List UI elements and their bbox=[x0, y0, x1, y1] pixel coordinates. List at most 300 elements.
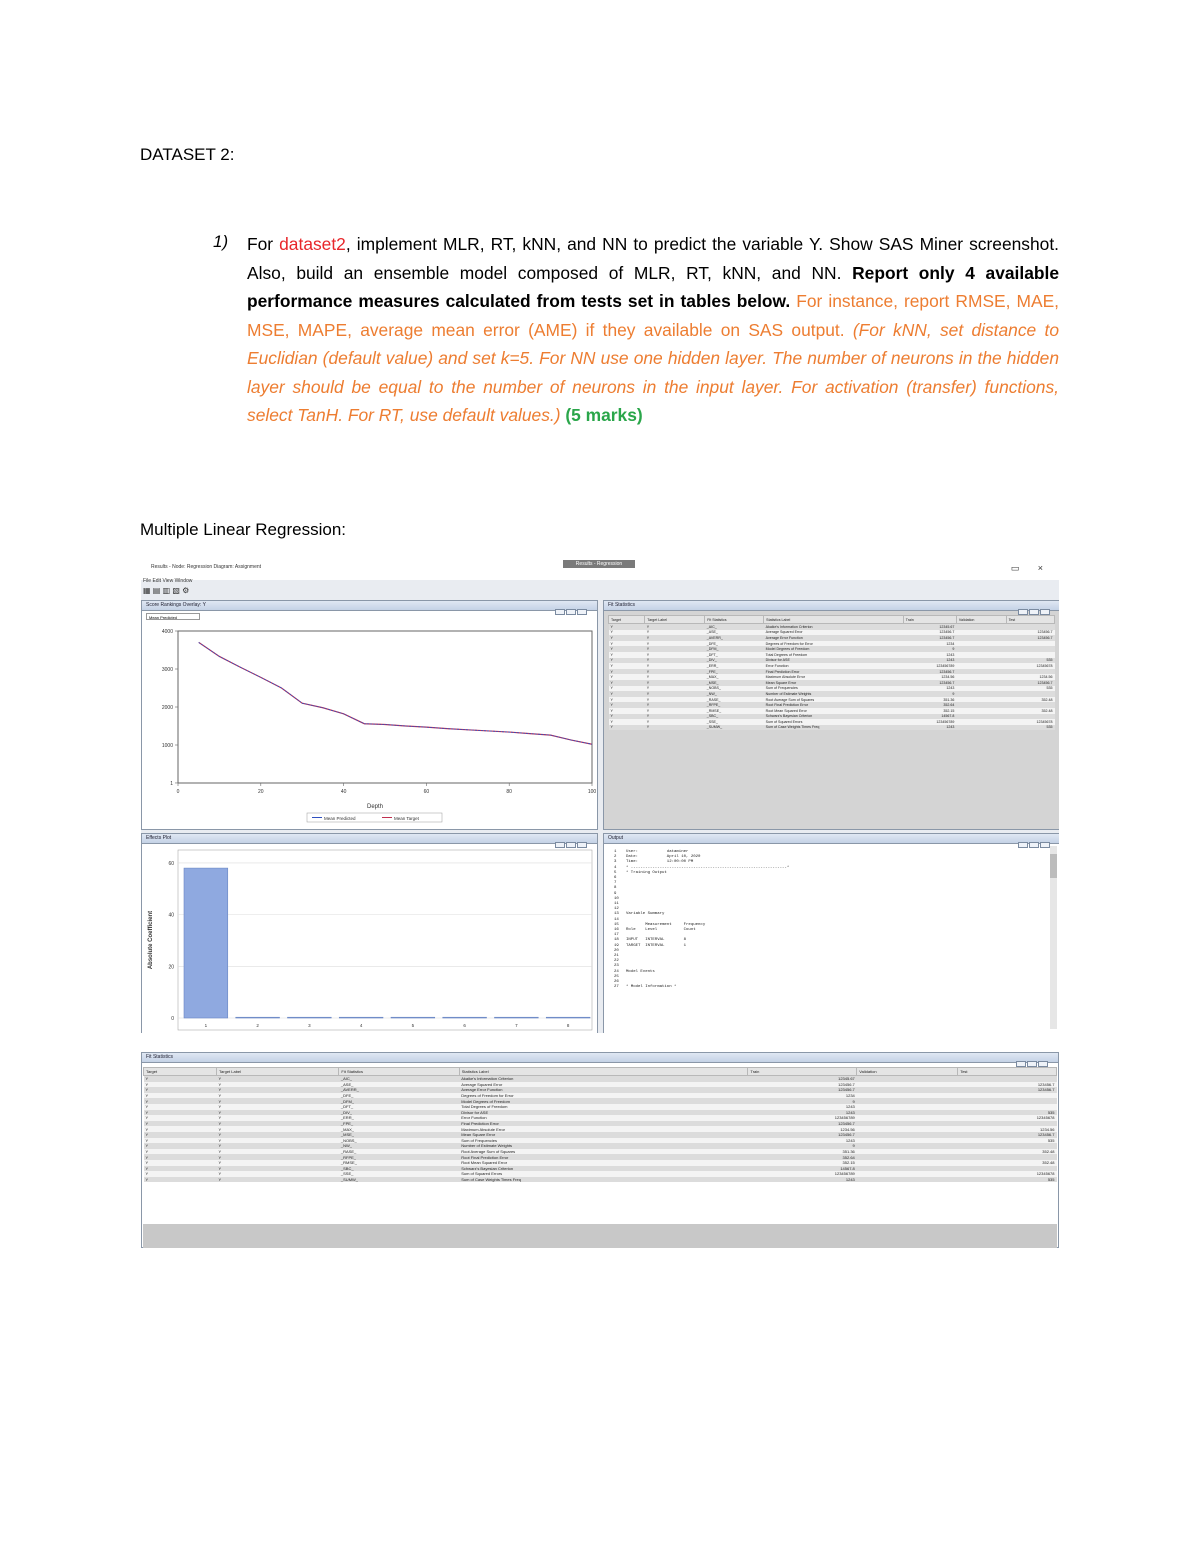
table-cell: 123456.7 bbox=[748, 1121, 857, 1127]
table-cell: Y bbox=[144, 1160, 217, 1166]
table-cell: 123456789 bbox=[903, 719, 956, 725]
x-tick-label: 60 bbox=[423, 789, 430, 795]
table-cell: 9 bbox=[748, 1098, 857, 1104]
table-cell: Schwarz's Bayesian Criterion bbox=[459, 1166, 748, 1172]
log-line: 26 bbox=[614, 980, 619, 985]
table-cell: Y bbox=[217, 1177, 339, 1183]
table-cell: Y bbox=[609, 680, 645, 686]
table-cell: 1234.56 bbox=[958, 1126, 1057, 1132]
table-cell: 352.48 bbox=[1006, 697, 1054, 703]
table-cell: Y bbox=[609, 641, 645, 647]
table-cell: 123456.7 bbox=[903, 669, 956, 675]
effects-plot-panel bbox=[141, 833, 598, 1033]
table-cell: _SBC_ bbox=[339, 1166, 459, 1172]
table-cell: 352.48 bbox=[958, 1160, 1057, 1166]
fit-window-title: Fit Statistics bbox=[146, 1054, 173, 1060]
log-line: 1 User: dataminer bbox=[614, 850, 689, 854]
log-line: 13 Variable Summary bbox=[614, 912, 665, 917]
table-cell: Y bbox=[609, 702, 645, 708]
table-cell: Y bbox=[645, 646, 705, 652]
table-cell: Y bbox=[144, 1115, 217, 1121]
table-cell: 9 bbox=[748, 1143, 857, 1149]
table-cell: Average Squared Error bbox=[459, 1082, 748, 1088]
x-tick-label: 80 bbox=[506, 789, 512, 795]
table-cell: 123456.7 bbox=[1006, 630, 1054, 636]
table-cell: Y bbox=[217, 1132, 339, 1138]
table-cell: Average Squared Error bbox=[764, 630, 904, 636]
table-cell: 352.64 bbox=[903, 702, 956, 708]
table-cell: Y bbox=[144, 1110, 217, 1116]
table-cell: _ERR_ bbox=[339, 1115, 459, 1121]
table-cell: Mean Square Error bbox=[764, 680, 904, 686]
effect-bar bbox=[546, 1017, 590, 1018]
effect-bar bbox=[391, 1017, 435, 1018]
legend-mean-predicted: Mean Predicted bbox=[324, 816, 356, 821]
table-cell: Maximum Absolute Error bbox=[764, 674, 904, 680]
table-cell: _RASE_ bbox=[339, 1149, 459, 1155]
table-cell: Average Error Function bbox=[459, 1087, 748, 1093]
table-cell: _RMSE_ bbox=[339, 1160, 459, 1166]
table-cell: Y bbox=[144, 1154, 217, 1160]
log-line: 23 bbox=[614, 964, 619, 969]
table-cell: Degrees of Freedom for Error bbox=[764, 641, 904, 647]
table-cell: 1243 bbox=[748, 1110, 857, 1116]
table-cell: _SBC_ bbox=[705, 714, 764, 720]
x-tick-label: 2 bbox=[256, 1023, 259, 1028]
table-cell: Y bbox=[645, 658, 705, 664]
table-cell: Y bbox=[217, 1093, 339, 1099]
x-tick-label: 5 bbox=[411, 1023, 415, 1028]
table-cell bbox=[857, 1177, 958, 1183]
table-cell: Total Degrees of Freedom bbox=[459, 1104, 748, 1110]
effects-panel-title: Effects Plot bbox=[146, 835, 172, 841]
table-cell: Y bbox=[217, 1171, 339, 1177]
effect-bar bbox=[184, 868, 228, 1018]
log-line: 21 bbox=[614, 954, 619, 959]
column-header[interactable]: Validation bbox=[956, 616, 1006, 624]
table-cell: Average Error Function bbox=[764, 635, 904, 641]
table-cell: Y bbox=[609, 663, 645, 669]
log-line: 10 bbox=[614, 896, 619, 901]
table-cell: Y bbox=[217, 1098, 339, 1104]
y-tick-label: 1000 bbox=[161, 743, 173, 749]
table-cell: Y bbox=[645, 702, 705, 708]
table-cell: Y bbox=[645, 663, 705, 669]
table-cell: 1243 bbox=[903, 725, 956, 731]
table-cell: 1234.56 bbox=[748, 1126, 857, 1132]
output-scrollbar[interactable] bbox=[1050, 846, 1057, 1029]
table-cell: 9 bbox=[903, 691, 956, 697]
effect-bar bbox=[495, 1017, 539, 1018]
log-line: 5 * Training Output bbox=[614, 870, 667, 875]
x-tick-label: 40 bbox=[340, 789, 347, 795]
table-cell: 351.36 bbox=[903, 697, 956, 703]
table-cell: 1243 bbox=[903, 658, 956, 664]
log-line: 3 Time: 12:00:00 PM bbox=[614, 860, 694, 865]
y-tick-label: 60 bbox=[168, 860, 174, 867]
table-cell: _DFM_ bbox=[339, 1098, 459, 1104]
table-cell: Y bbox=[144, 1149, 217, 1155]
column-header[interactable]: Fit Statistics bbox=[339, 1068, 459, 1076]
table-cell: Y bbox=[609, 658, 645, 664]
log-line: 7 bbox=[614, 881, 617, 886]
table-cell: _SSE_ bbox=[705, 719, 764, 725]
log-line: 14 bbox=[614, 917, 619, 922]
table-cell: Sum of Frequencies bbox=[764, 686, 904, 692]
score-rankings-panel bbox=[141, 600, 598, 830]
fit-statistics-panel bbox=[603, 600, 1059, 830]
table-cell: Number of Estimate Weights bbox=[764, 691, 904, 697]
table-cell: 123456.7 bbox=[958, 1087, 1057, 1093]
log-line: 2 Date: April 10, 2020 bbox=[614, 855, 701, 860]
table-cell: Y bbox=[609, 652, 645, 658]
table-cell: 1234.56 bbox=[903, 674, 956, 680]
table-cell: Akaike's Information Criterion bbox=[459, 1076, 748, 1082]
table-cell: Y bbox=[217, 1160, 339, 1166]
table-cell: 352.15 bbox=[748, 1160, 857, 1166]
fit-statistics-table-full bbox=[143, 1067, 1057, 1182]
table-cell: Y bbox=[144, 1104, 217, 1110]
table-cell: _DFT_ bbox=[705, 652, 764, 658]
table-cell: Y bbox=[645, 641, 705, 647]
table-cell: 123456.7 bbox=[748, 1087, 857, 1093]
table-cell: Model Degrees of Freedom bbox=[459, 1098, 748, 1104]
effects-plot-chart bbox=[142, 844, 597, 1033]
table-cell: Y bbox=[645, 691, 705, 697]
table-cell: Y bbox=[645, 708, 705, 714]
table-cell: Y bbox=[144, 1082, 217, 1088]
table-cell: Y bbox=[645, 630, 705, 636]
log-line: 16 Role Level Count bbox=[614, 928, 696, 933]
table-cell: _MAX_ bbox=[339, 1126, 459, 1132]
x-tick-label: 3 bbox=[308, 1023, 311, 1028]
question-number: 1) bbox=[213, 232, 229, 251]
table-cell: Y bbox=[645, 697, 705, 703]
table-cell: _RFPE_ bbox=[339, 1154, 459, 1160]
table-cell: Mean Square Error bbox=[459, 1132, 748, 1138]
x-tick-label: 0 bbox=[176, 789, 180, 795]
table-cell: Y bbox=[217, 1076, 339, 1082]
table-cell: _ASE_ bbox=[705, 630, 764, 636]
table-cell: 14567.8 bbox=[748, 1166, 857, 1172]
column-header[interactable]: Target Label bbox=[217, 1068, 339, 1076]
x-tick-label: 4 bbox=[359, 1023, 363, 1028]
column-header[interactable]: Target bbox=[144, 1068, 217, 1076]
table-cell: Y bbox=[609, 714, 645, 720]
score-dropdown[interactable]: Mean Predicted bbox=[146, 613, 200, 620]
table-cell: Y bbox=[144, 1076, 217, 1082]
table-cell: 12345678 bbox=[1006, 663, 1054, 669]
log-line: 22 bbox=[614, 959, 619, 964]
table-cell: Y bbox=[144, 1087, 217, 1093]
table-cell: Y bbox=[609, 725, 645, 731]
y-tick-label: 2000 bbox=[161, 705, 173, 711]
y-tick-label: 20 bbox=[168, 964, 174, 971]
table-cell: Y bbox=[144, 1121, 217, 1127]
table-cell: Y bbox=[645, 674, 705, 680]
y-tick-label: 0 bbox=[171, 1016, 174, 1022]
table-cell: Y bbox=[144, 1098, 217, 1104]
log-line: 17 bbox=[614, 933, 619, 938]
table-cell: _AVERR_ bbox=[705, 635, 764, 641]
table-cell: Y bbox=[144, 1143, 217, 1149]
table-cell: 12345678 bbox=[958, 1115, 1057, 1121]
table-cell: Y bbox=[645, 719, 705, 725]
table-cell bbox=[956, 725, 1006, 731]
table-cell: Y bbox=[217, 1082, 339, 1088]
table-cell: 12345678 bbox=[958, 1171, 1057, 1177]
table-cell: Akaike's Information Criterion bbox=[764, 624, 904, 630]
table-cell: 535 bbox=[1006, 658, 1054, 664]
output-panel-title: Output bbox=[608, 835, 624, 841]
section-title: Multiple Linear Regression: bbox=[140, 520, 346, 539]
table-cell: 123456.7 bbox=[958, 1132, 1057, 1138]
table-row[interactable] bbox=[609, 725, 1055, 731]
table-cell: 12345.67 bbox=[903, 624, 956, 630]
table-cell: Y bbox=[609, 697, 645, 703]
table-cell: _AVERR_ bbox=[339, 1087, 459, 1093]
column-header[interactable]: Statistics Label bbox=[764, 616, 904, 624]
column-header[interactable]: Test bbox=[958, 1068, 1057, 1076]
table-cell: Model Degrees of Freedom bbox=[764, 646, 904, 652]
table-cell: Number of Estimate Weights bbox=[459, 1143, 748, 1149]
table-cell: _MAX_ bbox=[705, 674, 764, 680]
table-cell: Error Function bbox=[764, 663, 904, 669]
table-cell: 123456.7 bbox=[958, 1082, 1057, 1088]
table-cell: Y bbox=[217, 1110, 339, 1116]
model-settings: (For kNN, set distance to Euclidian (default value) and set k=5. For NN use one hidden layer. The number of neurons in the hidden layer should be equal to the number of neurons in the input layer. For activation (transfer) functions, select TanH. For RT, use default values.) bbox=[247, 319, 1059, 425]
table-cell: 12345678 bbox=[1006, 719, 1054, 725]
x-tick-label: 1 bbox=[204, 1023, 208, 1028]
table-cell: Sum of Case Weights Times Freq bbox=[764, 725, 904, 731]
column-header[interactable]: Train bbox=[903, 616, 956, 624]
table-cell: 535 bbox=[958, 1177, 1057, 1183]
table-cell: _DFE_ bbox=[705, 641, 764, 647]
table-cell: Final Prediction Error bbox=[764, 669, 904, 675]
table-cell: Root Final Prediction Error bbox=[459, 1154, 748, 1160]
log-line: 20 bbox=[614, 948, 619, 953]
table-cell: Y bbox=[645, 669, 705, 675]
table-cell: 123456.7 bbox=[903, 630, 956, 636]
report-instruction: Report only 4 available performance measures calculated from tests set in tables below bbox=[247, 262, 1060, 311]
table-cell: 123456789 bbox=[748, 1171, 857, 1177]
table-cell: Y bbox=[144, 1126, 217, 1132]
table-cell: 535 bbox=[958, 1110, 1057, 1116]
table-cell: _NW_ bbox=[705, 691, 764, 697]
marks: (5 marks) bbox=[560, 405, 643, 425]
x-tick-label: 100 bbox=[587, 789, 597, 795]
center-title: Results - Regression bbox=[563, 560, 635, 568]
toolbar[interactable]: ▦ ▤ ▥ ▧ ⚙ bbox=[143, 586, 190, 595]
log-line: 19 TARGET INTERVAL 1 bbox=[614, 943, 687, 948]
table-cell: Y bbox=[144, 1177, 217, 1183]
table-cell: 1243 bbox=[748, 1104, 857, 1110]
panel-buttons[interactable] bbox=[554, 835, 594, 841]
table-cell: _ASE_ bbox=[339, 1082, 459, 1088]
table-cell: Maximum Absolute Error bbox=[459, 1126, 748, 1132]
column-header[interactable]: Fit Statistics bbox=[705, 616, 764, 624]
app-title: Results - Node: Regression Diagram: Assignment bbox=[151, 564, 262, 570]
column-header[interactable]: Target bbox=[609, 616, 645, 624]
table-cell: _MSE_ bbox=[705, 680, 764, 686]
table-cell: Y bbox=[217, 1126, 339, 1132]
table-cell: 14567.8 bbox=[903, 714, 956, 720]
table-cell: Y bbox=[609, 669, 645, 675]
table-cell: Y bbox=[645, 635, 705, 641]
column-header[interactable]: Target Label bbox=[645, 616, 705, 624]
table-cell: Sum of Squared Errors bbox=[459, 1171, 748, 1177]
fit-statistics-table bbox=[608, 615, 1055, 730]
question-intro: For bbox=[247, 234, 280, 254]
table-cell: 1234 bbox=[903, 641, 956, 647]
table-cell: 352.48 bbox=[1006, 708, 1054, 714]
table-cell: _DFM_ bbox=[705, 646, 764, 652]
sas-results-screenshot bbox=[141, 558, 1059, 1033]
table-cell: Y bbox=[609, 708, 645, 714]
panel-buttons[interactable] bbox=[1017, 835, 1057, 841]
window-controls[interactable]: ▭ × bbox=[1010, 563, 1051, 573]
log-line: 27 * Model Information * bbox=[614, 985, 677, 990]
column-header[interactable]: Train bbox=[748, 1068, 857, 1076]
table-cell: _RFPE_ bbox=[705, 702, 764, 708]
panel-buttons[interactable] bbox=[1017, 602, 1057, 608]
table-cell: 123456.7 bbox=[903, 680, 956, 686]
table-cell: Y bbox=[645, 652, 705, 658]
log-line: 4 * -----------------------------------------------------------------* bbox=[614, 865, 790, 870]
table-cell: Y bbox=[609, 646, 645, 652]
score-panel-title: Score Rankings Overlay: Y bbox=[146, 602, 206, 608]
table-cell: Y bbox=[217, 1115, 339, 1121]
table-cell: Y bbox=[144, 1093, 217, 1099]
table-cell: Root Final Prediction Error bbox=[764, 702, 904, 708]
table-cell: 351.36 bbox=[748, 1149, 857, 1155]
fit-statistics-screenshot bbox=[141, 1048, 1059, 1248]
panel-buttons[interactable] bbox=[1015, 1054, 1055, 1060]
question-text bbox=[247, 230, 1059, 430]
table-cell: _SUMW_ bbox=[339, 1177, 459, 1183]
table-cell: Y bbox=[217, 1104, 339, 1110]
table-cell: Root Average Sum of Squares bbox=[459, 1149, 748, 1155]
table-cell: _FPE_ bbox=[339, 1121, 459, 1127]
column-header[interactable]: Validation bbox=[857, 1068, 958, 1076]
table-cell: Y bbox=[645, 686, 705, 692]
column-header[interactable]: Test bbox=[1006, 616, 1054, 624]
table-cell: Y bbox=[609, 719, 645, 725]
table-cell: _FPE_ bbox=[705, 669, 764, 675]
table-cell: 535 bbox=[1006, 725, 1054, 731]
dataset-heading: DATASET 2: bbox=[140, 145, 235, 164]
legend-mean-target: Mean Target bbox=[394, 816, 419, 821]
table-cell: Y bbox=[609, 686, 645, 692]
log-line: 15 Measurement Frequency bbox=[614, 922, 706, 927]
dataset-name: dataset2 bbox=[279, 234, 346, 254]
table-cell: Y bbox=[645, 680, 705, 686]
table-cell: 1243 bbox=[903, 652, 956, 658]
log-line: 6 bbox=[614, 876, 617, 881]
table-cell: Y bbox=[217, 1087, 339, 1093]
table-cell: Y bbox=[217, 1121, 339, 1127]
effect-bar bbox=[443, 1017, 487, 1018]
x-tick-label: 8 bbox=[566, 1023, 570, 1028]
table-cell: _NOBS_ bbox=[339, 1138, 459, 1144]
table-cell: Y bbox=[217, 1143, 339, 1149]
table-cell: Y bbox=[645, 714, 705, 720]
report-period: . bbox=[785, 291, 791, 311]
menu-bar[interactable]: File Edit View Window bbox=[143, 578, 193, 584]
table-cell: Final Prediction Error bbox=[459, 1121, 748, 1127]
table-cell: Total Degrees of Freedom bbox=[764, 652, 904, 658]
table-cell: Error Function bbox=[459, 1115, 748, 1121]
table-cell: 1234.56 bbox=[1006, 674, 1054, 680]
table-cell: 123456789 bbox=[903, 663, 956, 669]
log-line: 24 Model Events bbox=[614, 969, 655, 974]
table-cell: _DFT_ bbox=[339, 1104, 459, 1110]
table-cell: _NW_ bbox=[339, 1143, 459, 1149]
y-axis-label: Absolute Coefficient bbox=[148, 910, 154, 970]
x-tick-label: 20 bbox=[258, 789, 264, 795]
fit-panel-title: Fit Statistics bbox=[608, 602, 635, 608]
table-cell: Y bbox=[645, 725, 705, 731]
measures-example: For instance, report RMSE, MAE, MSE, MAPE, average mean error (AME) if they available on SAS output. bbox=[247, 291, 1059, 340]
table-cell: _SUMW_ bbox=[705, 725, 764, 731]
x-tick-label: 7 bbox=[515, 1023, 518, 1028]
table-cell: Y bbox=[144, 1138, 217, 1144]
table-cell: Y bbox=[144, 1171, 217, 1177]
table-cell: 123456789 bbox=[748, 1115, 857, 1121]
table-cell: 1243 bbox=[748, 1138, 857, 1144]
table-cell: Root Mean Squared Error bbox=[459, 1160, 748, 1166]
table-cell: 535 bbox=[1006, 686, 1054, 692]
table-cell: 1234 bbox=[748, 1093, 857, 1099]
table-cell: Sum of Frequencies bbox=[459, 1138, 748, 1144]
table-cell: Y bbox=[217, 1138, 339, 1144]
column-header[interactable]: Statistics Label bbox=[459, 1068, 748, 1076]
panel-buttons[interactable] bbox=[554, 602, 594, 608]
table-cell: _SSE_ bbox=[339, 1171, 459, 1177]
table-cell: _DFE_ bbox=[339, 1093, 459, 1099]
table-cell: Y bbox=[217, 1154, 339, 1160]
table-cell: 535 bbox=[958, 1138, 1057, 1144]
effect-bar bbox=[236, 1017, 280, 1018]
table-cell: 123456.7 bbox=[748, 1082, 857, 1088]
table-cell: Y bbox=[217, 1166, 339, 1172]
table-row[interactable] bbox=[144, 1177, 1057, 1183]
table-cell: Y bbox=[609, 635, 645, 641]
table-cell: Y bbox=[144, 1166, 217, 1172]
table-cell: 123456.7 bbox=[1006, 635, 1054, 641]
table-cell: Y bbox=[609, 691, 645, 697]
table-cell: _RMSE_ bbox=[705, 708, 764, 714]
table-cell: 9 bbox=[903, 646, 956, 652]
results-titlebar bbox=[141, 558, 1059, 580]
output-log bbox=[614, 850, 789, 990]
log-line: 25 bbox=[614, 974, 619, 979]
log-line: 8 bbox=[614, 886, 617, 891]
y-tick-label: 40 bbox=[168, 912, 174, 919]
table-cell: _ERR_ bbox=[705, 663, 764, 669]
table-cell: _DIV_ bbox=[705, 658, 764, 664]
table-cell: 352.15 bbox=[903, 708, 956, 714]
table-cell: Root Average Sum of Squares bbox=[764, 697, 904, 703]
table-cell: _DIV_ bbox=[339, 1110, 459, 1116]
table-cell: Root Mean Squared Error bbox=[764, 708, 904, 714]
table-cell: 1243 bbox=[903, 686, 956, 692]
table-cell: 123456.7 bbox=[1006, 680, 1054, 686]
table-cell: Degrees of Freedom for Error bbox=[459, 1093, 748, 1099]
table-cell: 123456.7 bbox=[748, 1132, 857, 1138]
table-cell: Y bbox=[217, 1149, 339, 1155]
x-tick-label: 6 bbox=[463, 1023, 466, 1028]
